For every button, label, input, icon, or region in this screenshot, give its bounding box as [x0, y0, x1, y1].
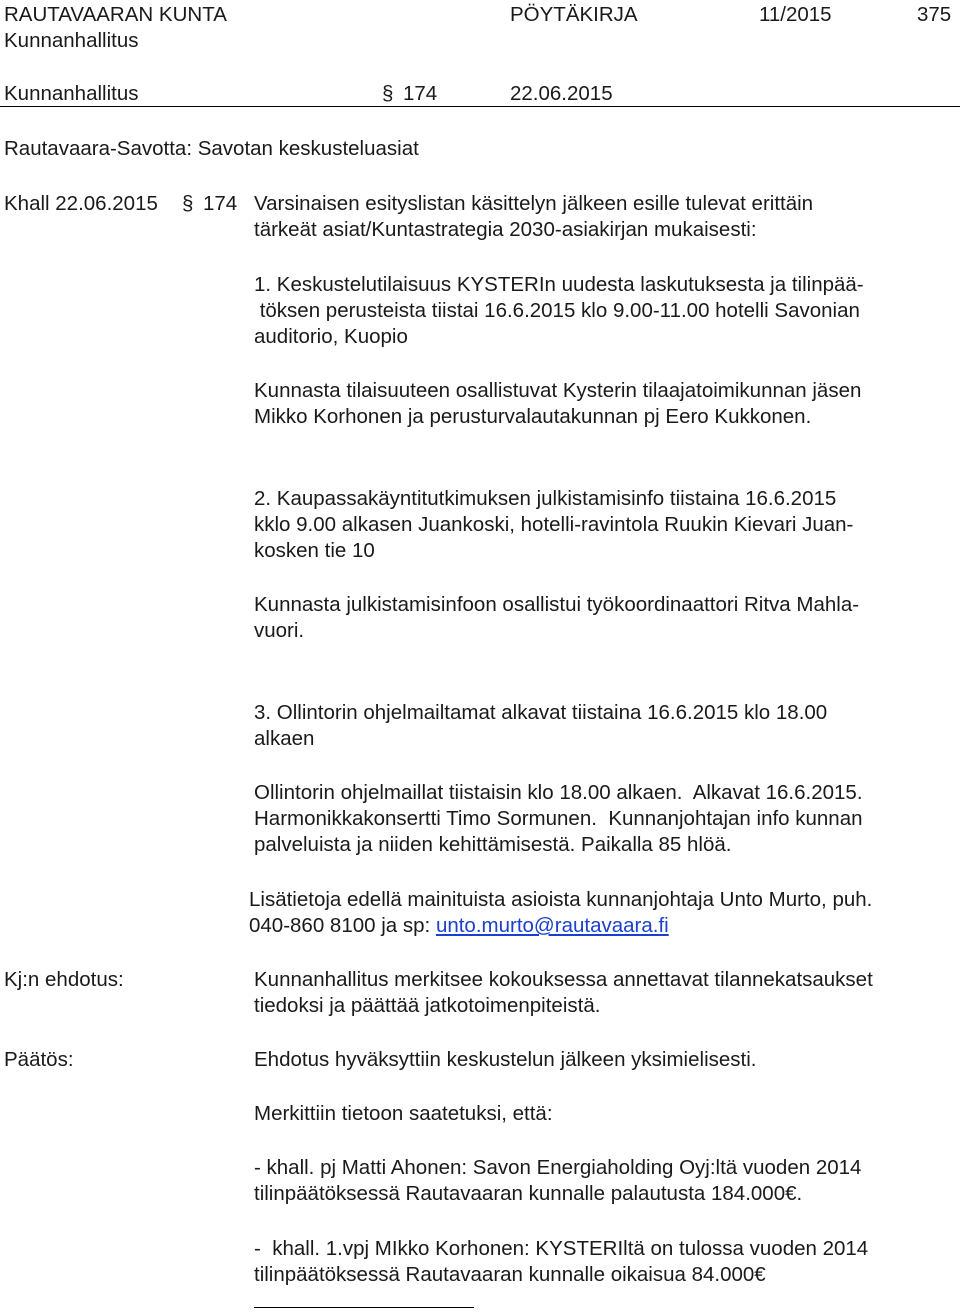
item2-para: vuori. — [254, 619, 305, 642]
bullet-line: tilinpäätöksessä Rautavaaran kunnalle oikaisua 84.000€ — [254, 1263, 766, 1286]
item1-line: 1. Keskustelutilaisuus KYSTERIn uudesta laskutuksesta ja tilinpää- — [254, 273, 864, 296]
item1-para: Mikko Korhonen ja perusturvalautakunnan pj Eero Kukkonen. — [254, 405, 812, 428]
item3-line: alkaen — [254, 727, 315, 750]
noted-line: Merkittiin tietoon saatetuksi, että: — [254, 1102, 553, 1125]
page-title: Rautavaara-Savotta: Savotan keskusteluasiat — [4, 137, 419, 160]
bullet-line: tilinpäätöksessä Rautavaaran kunnalle palautusta 184.000€. — [254, 1182, 803, 1205]
page-number: 375 — [917, 3, 952, 26]
section-symbol: § — [382, 82, 394, 105]
contact-phone: 040-860 8100 ja sp: — [249, 914, 436, 937]
doc-number: 11/2015 — [759, 3, 832, 26]
item3-line: 3. Ollintorin ohjelmailtamat alkavat tiistaina 16.6.2015 klo 18.00 — [254, 701, 828, 724]
header-rule — [0, 106, 960, 107]
decision-line: Ehdotus hyväksyttiin keskustelun jälkeen yksimielisesti. — [254, 1048, 757, 1071]
item2-line: kklo 9.00 alkasen Juankoski, hotelli-ravintola Ruukin Kievari Juan- — [254, 513, 854, 536]
email-link[interactable]: unto.murto@rautavaara.fi — [435, 914, 669, 937]
meeting-section: 174 — [403, 82, 438, 105]
bullet-line: - khall. 1.vpj MIkko Korhonen: KYSTERIltä on tulossa vuoden 2014 — [254, 1237, 869, 1260]
ref-section-symbol: § — [182, 192, 194, 215]
item2-para: Kunnasta julkistamisinfoon osallistui työkoordinaattori Ritva Mahla- — [254, 593, 860, 616]
decision-label: Päätös: — [4, 1048, 74, 1071]
item2-line: 2. Kaupassakäyntitutkimuksen julkistamisinfo tiistaina 16.6.2015 — [254, 487, 837, 510]
bullet-line: - khall. pj Matti Ahonen: Savon Energiaholding Oyj:ltä vuoden 2014 — [254, 1156, 862, 1179]
org-name: RAUTAVAARAN KUNTA — [4, 3, 227, 26]
intro-line: Varsinaisen esityslistan käsittelyn jälkeen esille tulevat erittäin — [254, 192, 814, 215]
proposal-line: Kunnanhallitus merkitsee kokouksessa annettavat tilannekatsaukset — [254, 968, 873, 991]
contact-line: Lisätietoja edellä mainituista asioista kunnanjohtaja Unto Murto, puh. — [249, 888, 873, 911]
ref-text: Khall 22.06.2015 — [4, 192, 158, 215]
proposal-label: Kj:n ehdotus: — [4, 968, 124, 991]
header-body: Kunnanhallitus — [4, 29, 139, 52]
item3-para: Ollintorin ohjelmaillat tiistaisin klo 18.00 alkaen. Alkavat 16.6.2015. — [254, 781, 863, 804]
doc-type: PÖYTÄKIRJA — [510, 3, 638, 26]
meeting-date: 22.06.2015 — [510, 82, 613, 105]
intro-line: tärkeät asiat/Kuntastrategia 2030-asiakirjan mukaisesti: — [254, 218, 757, 241]
item3-para: Harmonikkakonsertti Timo Sormunen. Kunnanjohtajan info kunnan — [254, 807, 863, 830]
item1-line: töksen perusteista tiistai 16.6.2015 klo 9.00-11.00 hotelli Savonian — [254, 299, 860, 322]
signature-line — [254, 1307, 474, 1308]
proposal-line: tiedoksi ja päättää jatkotoimenpiteistä. — [254, 994, 601, 1017]
ref-section: 174 — [203, 192, 238, 215]
contact-line — [249, 913, 669, 939]
item3-para: palveluista ja niiden kehittämisestä. Paikalla 85 hlöä. — [254, 833, 732, 856]
item2-line: kosken tie 10 — [254, 539, 375, 562]
meeting-body: Kunnanhallitus — [4, 82, 139, 105]
item1-para: Kunnasta tilaisuuteen osallistuvat Kysterin tilaajatoimikunnan jäsen — [254, 379, 862, 402]
item1-line: auditorio, Kuopio — [254, 325, 408, 348]
